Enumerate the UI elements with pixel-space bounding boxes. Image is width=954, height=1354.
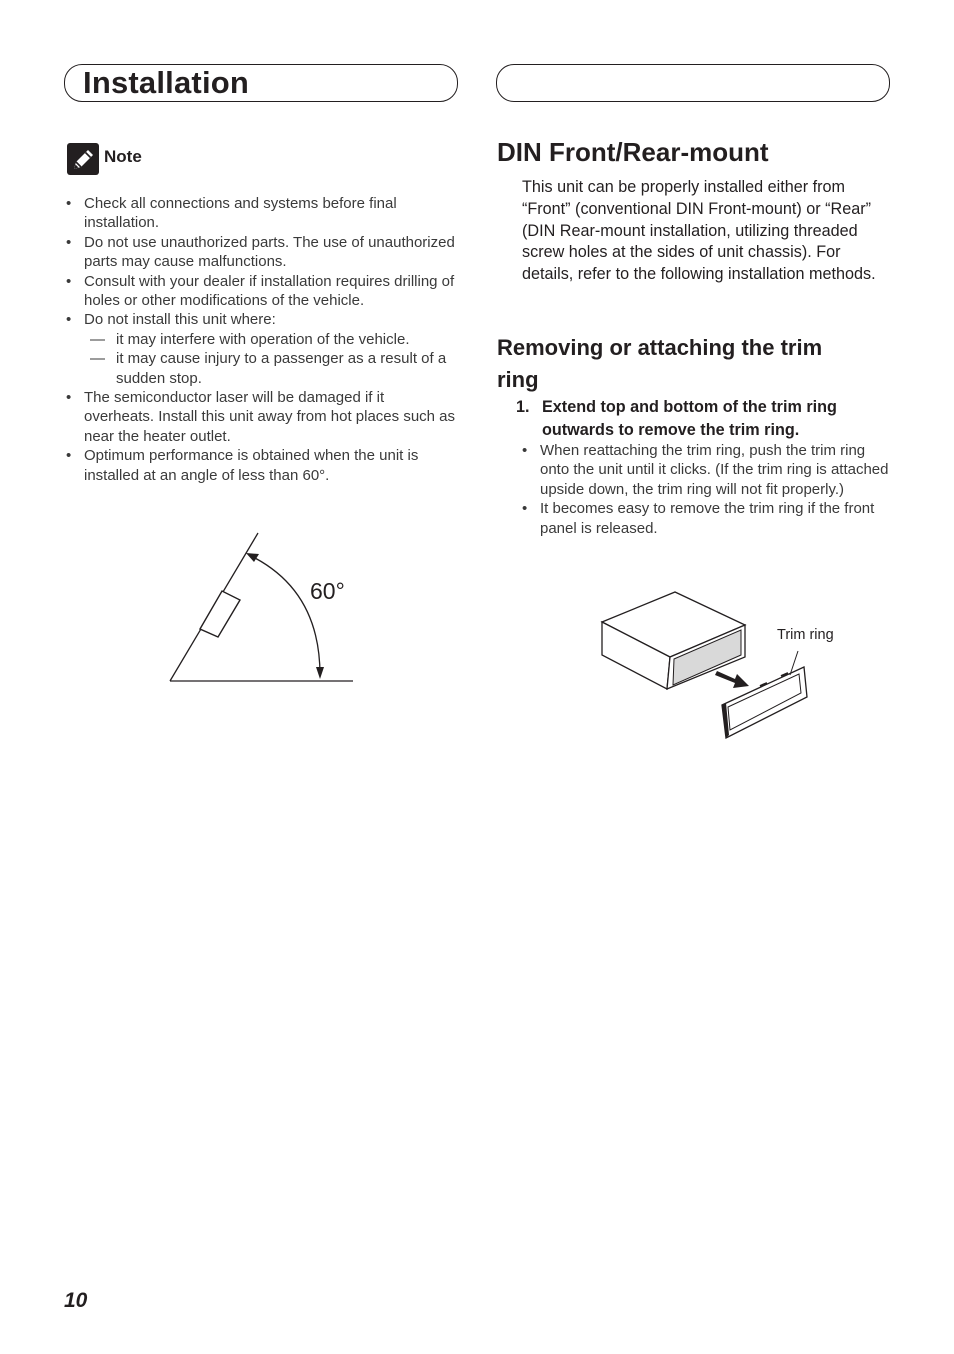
note-label: Note	[104, 147, 142, 166]
list-item: • Consult with your dealer if installation requires drilling of holes or other modifications of the vehicle.	[66, 272, 458, 311]
angle-arc	[255, 558, 320, 675]
list-item: • Optimum performance is obtained when the unit is installed at an angle of less than 60°.	[66, 446, 458, 485]
section-title: Installation	[83, 65, 250, 100]
din-heading: DIN Front/Rear-mount	[497, 137, 769, 167]
arrowhead-bottom	[316, 667, 324, 679]
list-item: • The semiconductor laser will be damaged if it overheats. Install this unit away from hot places such as near the heater outlet.	[66, 388, 458, 446]
step-text: Extend top and bottom of the trim ring outwards to remove the trim ring.	[542, 398, 837, 439]
angle-label: 60°	[310, 578, 345, 604]
section-header-right	[496, 64, 890, 102]
step-notes	[522, 441, 892, 538]
arrowhead-top	[246, 553, 259, 562]
unit-outline	[200, 591, 240, 637]
list-subitem: — it may cause injury to a passenger as a result of a sudden stop.	[66, 349, 458, 388]
step-number: 1.	[516, 398, 530, 416]
installation-angle-figure	[160, 525, 360, 690]
list-item: • Do not install this unit where:	[66, 310, 458, 329]
removal-arrow-icon	[715, 671, 749, 688]
note-pencil-icon	[66, 142, 100, 176]
list-subitem: — it may interfere with operation of the vehicle.	[66, 330, 458, 349]
list-item: • Check all connections and systems before final installation.	[66, 194, 458, 233]
trim-heading: Removing or attaching the trim ring	[497, 335, 823, 392]
list-item: • When reattaching the trim ring, push the trim ring onto the unit until it clicks. (If the trim ring is attached upside down, the trim ring will not fit properly.)	[522, 441, 892, 499]
trim-ring-label: Trim ring	[777, 627, 834, 643]
note-list	[66, 194, 458, 485]
section-header-left	[64, 64, 458, 102]
din-body: This unit can be properly installed either from “Front” (conventional DIN Front-mount) or “Rear” (DIN Rear-mount installation, utilizing threaded screw holes at the sides of unit chassis). For details, refer to the following installation methods.	[522, 178, 876, 284]
list-item: • It becomes easy to remove the trim ring if the front panel is released.	[522, 499, 892, 538]
list-item: • Do not use unauthorized parts. The use of unauthorized parts may cause malfunctions.	[66, 233, 458, 272]
trim-ring-figure	[595, 585, 815, 745]
page-number: 10	[64, 1289, 88, 1312]
